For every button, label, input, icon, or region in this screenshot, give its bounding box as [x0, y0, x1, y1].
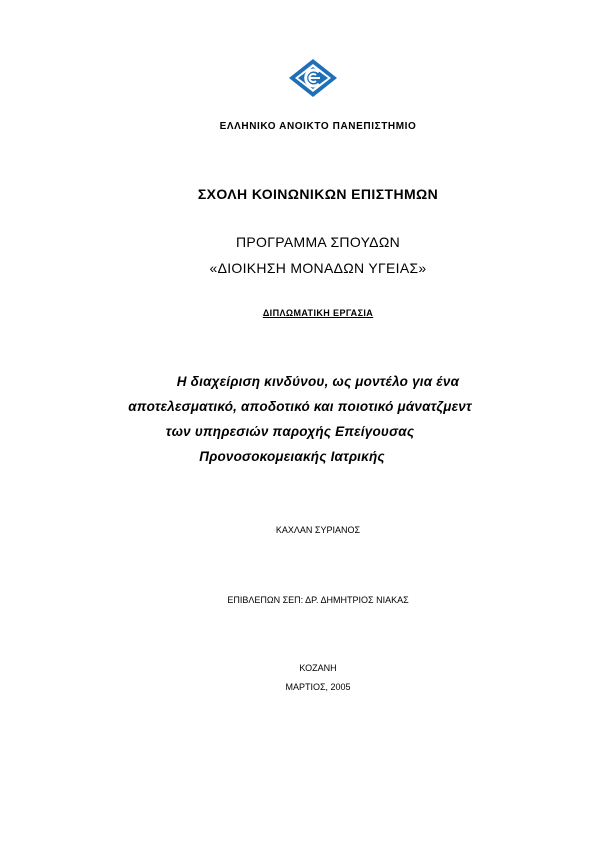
program-name: «ΔΙΟΙΚΗΣΗ ΜΟΝΑΔΩΝ ΥΓΕΙΑΣ»	[209, 260, 427, 276]
place-name: ΚΟΖΑΝΗ	[299, 663, 337, 673]
thesis-type-heading: ΔΙΠΛΩΜΑΤΙΚΗ ΕΡΓΑΣΙΑ	[262, 308, 374, 318]
program-label: ΠΡΟΓΡΑΜΜΑ ΣΠΟΥΔΩΝ	[236, 234, 400, 250]
university-name: ΕΛΛΗΝΙΚΟ ΑΝΟΙΚΤΟ ΠΑΝΕΠΙΣΤΗΜΙΟ	[219, 121, 417, 132]
supervisor-name: ΕΠΙΒΛΕΠΩΝ ΣΕΠ: ΔΡ. ΔΗΜΗΤΡΙΟΣ ΝΙΑΚΑΣ	[227, 595, 409, 605]
school-name: ΣΧΟΛΗ ΚΟΙΝΩΝΙΚΩΝ ΕΠΙΣΤΗΜΩΝ	[197, 186, 439, 202]
thesis-title-line: αποτελεσματικό, αποδοτικό και ποιοτικό μάνατζμεντ	[128, 399, 472, 414]
thesis-title-line: των υπηρεσιών παροχής Επείγουσας	[165, 424, 415, 439]
university-emblem-icon	[288, 58, 338, 98]
author-name: ΚΑΧΛΑΝ ΣΥΡΙΑΝΟΣ	[275, 525, 361, 535]
thesis-title-line: Προνοσοκομειακής Ιατρικής	[199, 449, 385, 464]
thesis-title-line: Η διαχείριση κινδύνου, ως μοντέλο για ένα	[176, 374, 460, 389]
submission-date: ΜΑΡΤΙΟΣ, 2005	[285, 682, 351, 692]
